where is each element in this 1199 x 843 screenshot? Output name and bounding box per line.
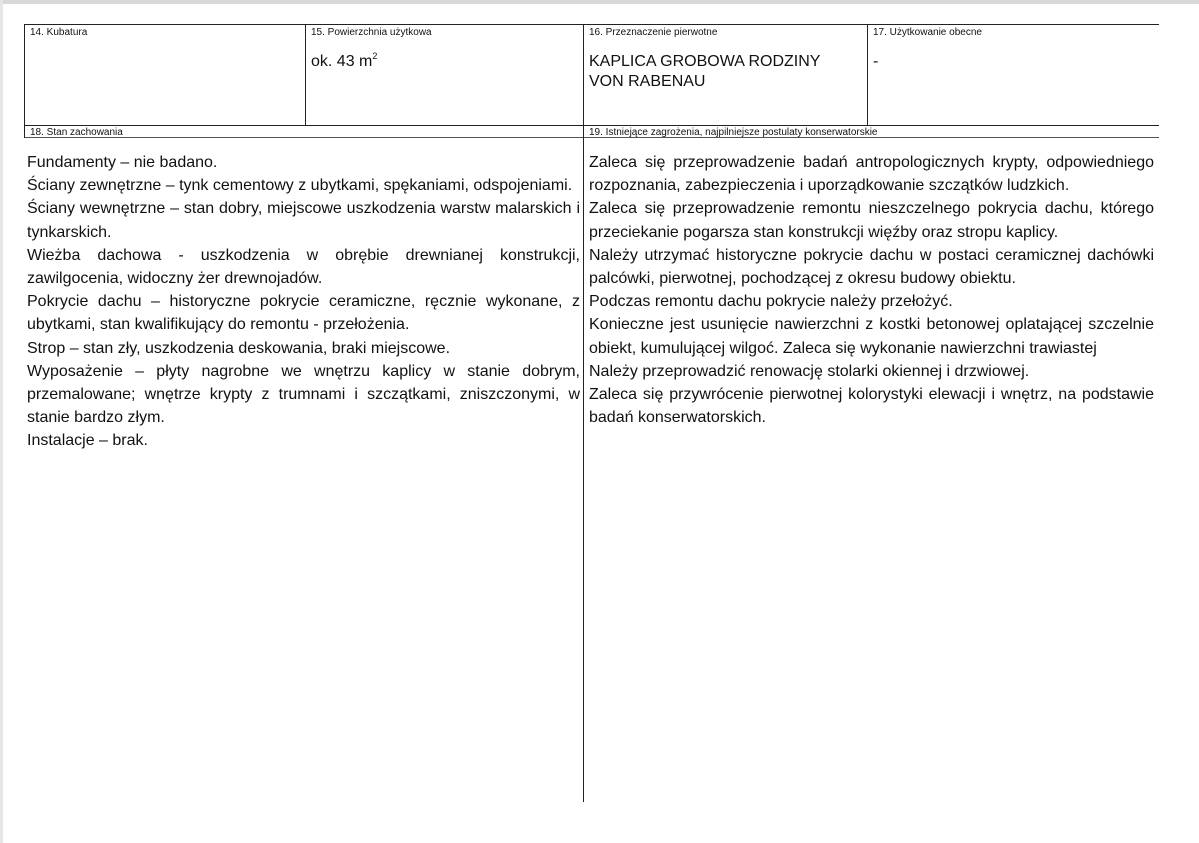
powierzchnia-value	[311, 52, 377, 72]
stan-zachowania-label: 18. Stan zachowania	[30, 127, 123, 138]
stan-paragraph: Fundamenty – nie badano.	[27, 154, 218, 171]
row-divider	[24, 125, 1159, 126]
stan-paragraph: Wieżba dachowa - uszkodzenia w obrębie drewnianej konstrukcji, zawilgocenia, widoczny żer drewnojadów.	[27, 246, 580, 288]
powierzchnia-value-text: ok. 43 m	[311, 53, 373, 70]
zagrozenia-paragraph: Konieczne jest usunięcie nawierzchni z kostki betonowej oplatającej szczelnie obiekt, kumulującej wilgoć. Zaleca się wykonanie nawierzchni trawiastej	[589, 316, 1154, 357]
zagrozenia-paragraph: Należy przeprowadzić renowację stolarki okiennej i drzwiowej.	[589, 362, 1030, 380]
kubatura-label: 14. Kubatura	[30, 27, 88, 38]
przeznaczenie-value: KAPLICA GROBOWA RODZINY VON RABENAU	[589, 53, 821, 90]
powierzchnia-value-sup: 2	[372, 50, 378, 61]
column-divider-16-17	[867, 24, 868, 126]
zagrozenia-paragraph: Należy utrzymać historyczne pokrycie dachu w postaci ceramicznej dachówki palcówki, pierwotnej, pochodzącej z okresu budowy obiektu.	[589, 246, 1154, 288]
table-top-border	[24, 24, 1159, 25]
zagrozenia-text	[589, 151, 1154, 429]
stan-paragraph: Pokrycie dachu – historyczne pokrycie ceramiczne, ręcznie wykonane, z ubytkami, stan kwalifikujący do remontu - przełożenia.	[27, 293, 580, 334]
stan-paragraph: Ściany zewnętrzne – tynk cementowy z ubytkami, spękaniami, odspojeniami.	[27, 177, 573, 195]
powierzchnia-label: 15. Powierzchnia użytkowa	[311, 27, 432, 38]
uzytkowanie-label: 17. Użytkowanie obecne	[873, 27, 982, 38]
table-left-border	[24, 24, 25, 138]
stan-paragraph: Wyposażenie – płyty nagrobne we wnętrzu kaplicy w stanie dobrym, przemalowane; wnętrze krypty z trumnami i szczątkami, zniszczonymi, w stanie bardzo złym.	[27, 362, 580, 427]
zagrozenia-paragraph: Zaleca się przywrócenie pierwotnej kolorystyki elewacji i wnętrz, na podstawie badań konserwatorskich.	[589, 386, 1154, 427]
stan-zachowania-text	[27, 151, 580, 453]
zagrozenia-paragraph: Zaleca się przeprowadzenie badań antropologicznych krypty, odpowiedniego rozpoznania, zabezpieczenia i uporządkowanie szczątków ludzkich.	[589, 154, 1154, 195]
scan-edge-left	[0, 0, 3, 843]
scan-edge-top	[0, 0, 1199, 4]
uzytkowanie-value: -	[873, 53, 879, 70]
column-divider-center	[583, 24, 584, 802]
zagrozenia-paragraph: Podczas remontu dachu pokrycie należy przełożyć.	[589, 293, 953, 311]
zagrozenia-paragraph: Zaleca się przeprowadzenie remontu nieszczelnego pokrycia dachu, którego przeciekanie pogarsza stan konstrukcji więźby oraz stropu kaplicy.	[589, 200, 1154, 241]
przeznaczenie-label: 16. Przeznaczenie pierwotne	[589, 27, 718, 38]
zagrozenia-label: 19. Istniejące zagrożenia, najpilniejsze postulaty konserwatorskie	[589, 127, 878, 138]
stan-paragraph: Instalacje – brak.	[27, 432, 148, 450]
stan-paragraph: Strop – stan zły, uszkodzenia deskowania, braki miejscowe.	[27, 339, 451, 357]
stan-paragraph: Ściany wewnętrzne – stan dobry, miejscowe uszkodzenia warstw malarskich i tynkarskich.	[27, 200, 580, 241]
column-divider-14-15	[305, 24, 306, 126]
